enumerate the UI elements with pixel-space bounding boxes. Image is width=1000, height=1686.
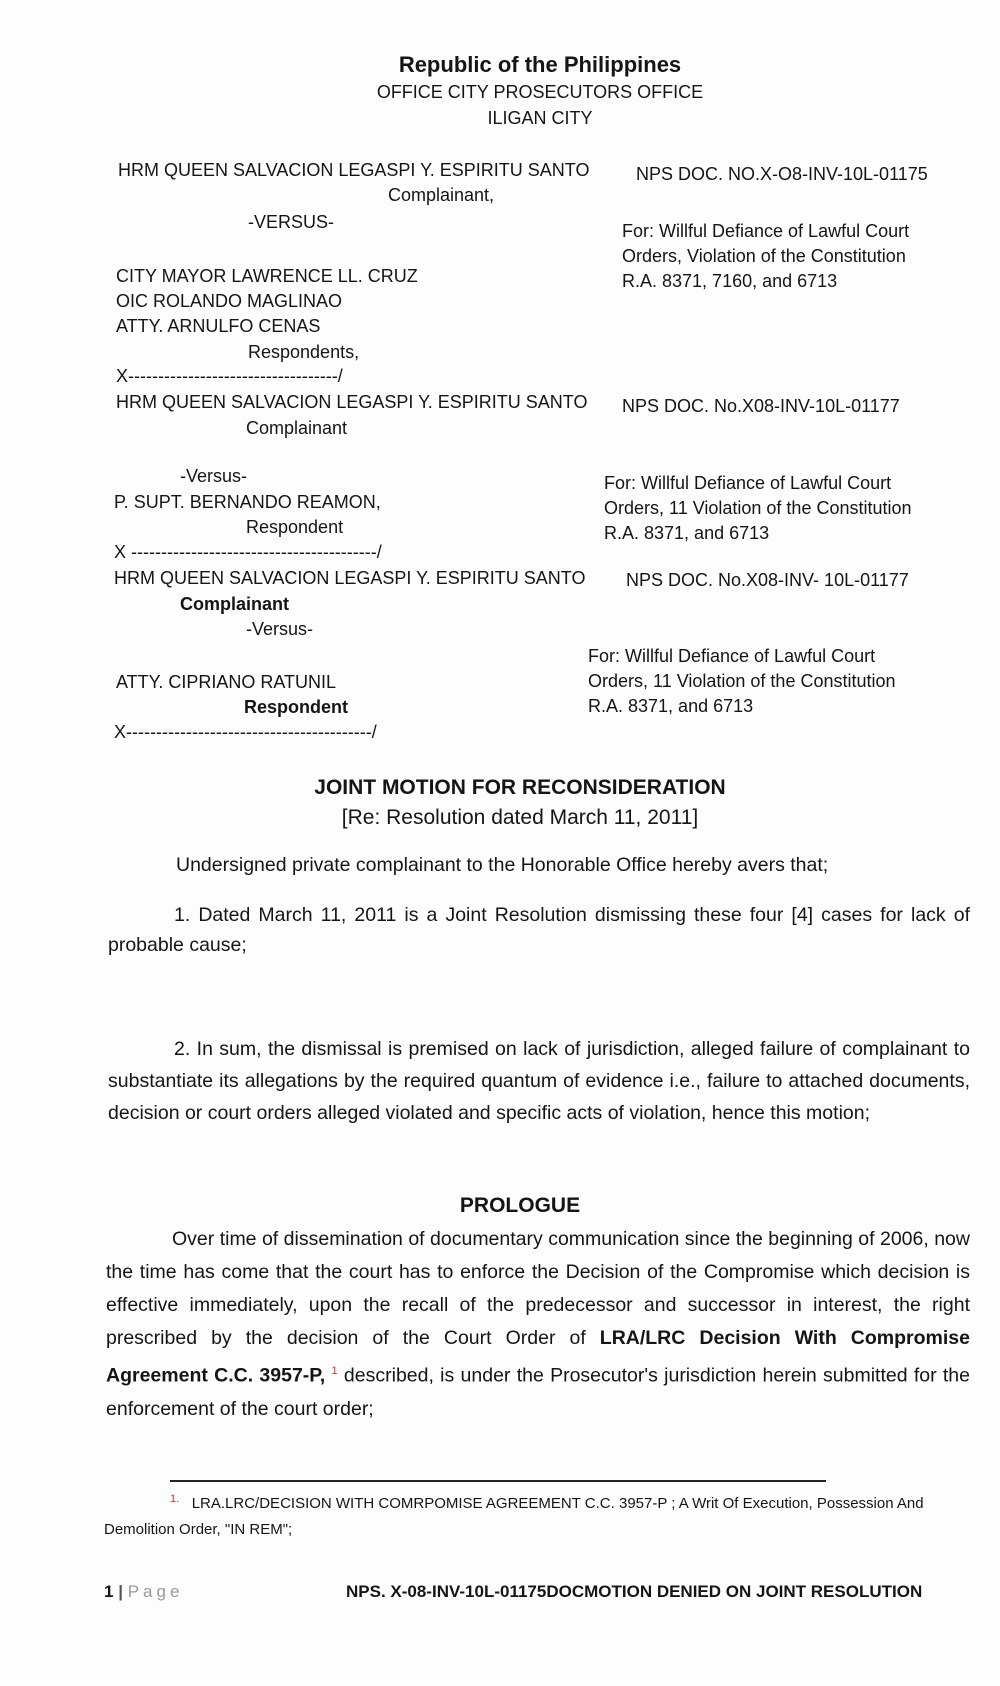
page-number: 1 xyxy=(104,1582,114,1601)
case3-doc-no: NPS DOC. No.X08-INV- 10L-01177 xyxy=(626,570,909,590)
case1-respondent-1: CITY MAYOR LAWRENCE LL. CRUZ xyxy=(116,266,418,286)
case1-complainant-role: Complainant, xyxy=(388,185,495,205)
paragraph-1: 1. Dated March 11, 2011 is a Joint Resolution dismissing these four [4] cases for lack of probable cause; xyxy=(108,904,970,956)
motion-title: JOINT MOTION FOR RECONSIDERATION xyxy=(314,776,726,799)
case1-versus: -VERSUS- xyxy=(248,212,335,232)
case1-respondent-2: OIC ROLANDO MAGLINAO xyxy=(116,291,343,311)
page-separator: | xyxy=(118,1582,123,1601)
case2-respondent-1: P. SUPT. BERNANDO REAMON, xyxy=(114,492,381,512)
case3-versus: -Versus- xyxy=(246,619,314,639)
footnote xyxy=(104,1486,970,1543)
case3-charge-2: Orders, 11 Violation of the Constitution xyxy=(588,671,896,691)
case3-complainant: HRM QUEEN SALVACION LEGASPI Y. ESPIRITU SANTO xyxy=(114,568,586,588)
footnote-number: 1. xyxy=(170,1493,180,1505)
case3-complainant-role: Complainant xyxy=(180,594,290,614)
case1-respondent-3: ATTY. ARNULFO CENAS xyxy=(116,316,321,336)
footer-reference: NPS. X-08-INV-10L-01175DOCMOTION DENIED ON JOINT RESOLUTION xyxy=(346,1582,923,1601)
footnote-divider xyxy=(170,1480,826,1482)
case3-separator: X-----------------------------------------/ xyxy=(114,722,377,742)
case2-charge-1: For: Willful Defiance of Lawful Court xyxy=(604,473,892,493)
case2-charge-2: Orders, 11 Violation of the Constitution xyxy=(604,498,912,518)
page-label: Page xyxy=(127,1582,184,1601)
case3-charge-3: R.A. 8371, and 6713 xyxy=(588,696,754,716)
case1-separator: X-----------------------------------/ xyxy=(116,366,343,386)
case1-respondent-role: Respondents, xyxy=(248,342,360,362)
case1-doc-no: NPS DOC. NO.X-O8-INV-10L-01175 xyxy=(636,164,928,184)
motion-intro: Undersigned private complainant to the Honorable Office hereby avers that; xyxy=(176,854,829,876)
motion-subtitle: [Re: Resolution dated March 11, 2011] xyxy=(341,806,699,829)
case1-complainant: HRM QUEEN SALVACION LEGASPI Y. ESPIRITU SANTO xyxy=(118,160,590,180)
case3-respondent-role: Respondent xyxy=(244,697,349,717)
case2-separator: X -----------------------------------------/ xyxy=(114,542,382,562)
prologue-text-before: Over time of dissemination of documentary communication since the beginning of 2006, now the time has come that the court has to enforce the Decision of the Compromise which decision is effective immediately, upon the recall of the predecessor and successor in interest, the right prescribed by the decision of the Court Order of xyxy=(106,1228,970,1349)
case2-complainant-role: Complainant xyxy=(246,418,348,438)
case3-respondent-1: ATTY. CIPRIANO RATUNIL xyxy=(116,672,337,692)
case1-charge-1: For: Willful Defiance of Lawful Court xyxy=(622,221,910,241)
paragraph-2: 2. In sum, the dismissal is premised on lack of jurisdiction, alleged failure of complainant to substantiate its allegations by the required quantum of evidence i.e., failure to attached documents, decision or court orders alleged violated and specific acts of violation, hence this motion; xyxy=(108,1038,970,1124)
case3-charge-1: For: Willful Defiance of Lawful Court xyxy=(588,646,876,666)
case2-respondent-role: Respondent xyxy=(246,517,344,537)
case2-versus: -Versus- xyxy=(180,466,248,486)
city-heading: ILIGAN CITY xyxy=(487,108,593,128)
case1-charge-3: R.A. 8371, 7160, and 6713 xyxy=(622,271,838,291)
prologue-text-after: described, is under the Prosecutor's jurisdiction herein submitted for the enforcement of the court order; xyxy=(106,1364,970,1420)
page-indicator xyxy=(104,1582,183,1602)
case2-charge-3: R.A. 8371, and 6713 xyxy=(604,523,770,543)
case2-complainant: HRM QUEEN SALVACION LEGASPI Y. ESPIRITU SANTO xyxy=(116,392,588,412)
office-heading: OFFICE CITY PROSECUTORS OFFICE xyxy=(376,82,704,102)
case1-charge-2: Orders, Violation of the Constitution xyxy=(622,246,906,266)
footnote-marker[interactable]: 1 xyxy=(331,1365,338,1377)
prologue-heading: PROLOGUE xyxy=(459,1194,581,1217)
prologue-bold-reference: LRA/LRC Decision With Compromise Agreement C.C. 3957-P, xyxy=(106,1327,970,1387)
republic-heading: Republic of the Philippines xyxy=(398,52,682,77)
case2-doc-no: NPS DOC. No.X08-INV-10L-01177 xyxy=(622,396,900,416)
prologue-paragraph xyxy=(106,1223,970,1426)
footnote-text: LRA.LRC/DECISION WITH COMRPOMISE AGREEMENT C.C. 3957-P ; A Writ Of Execution, Possession And Demolition Order, "IN REM"; xyxy=(104,1495,924,1538)
